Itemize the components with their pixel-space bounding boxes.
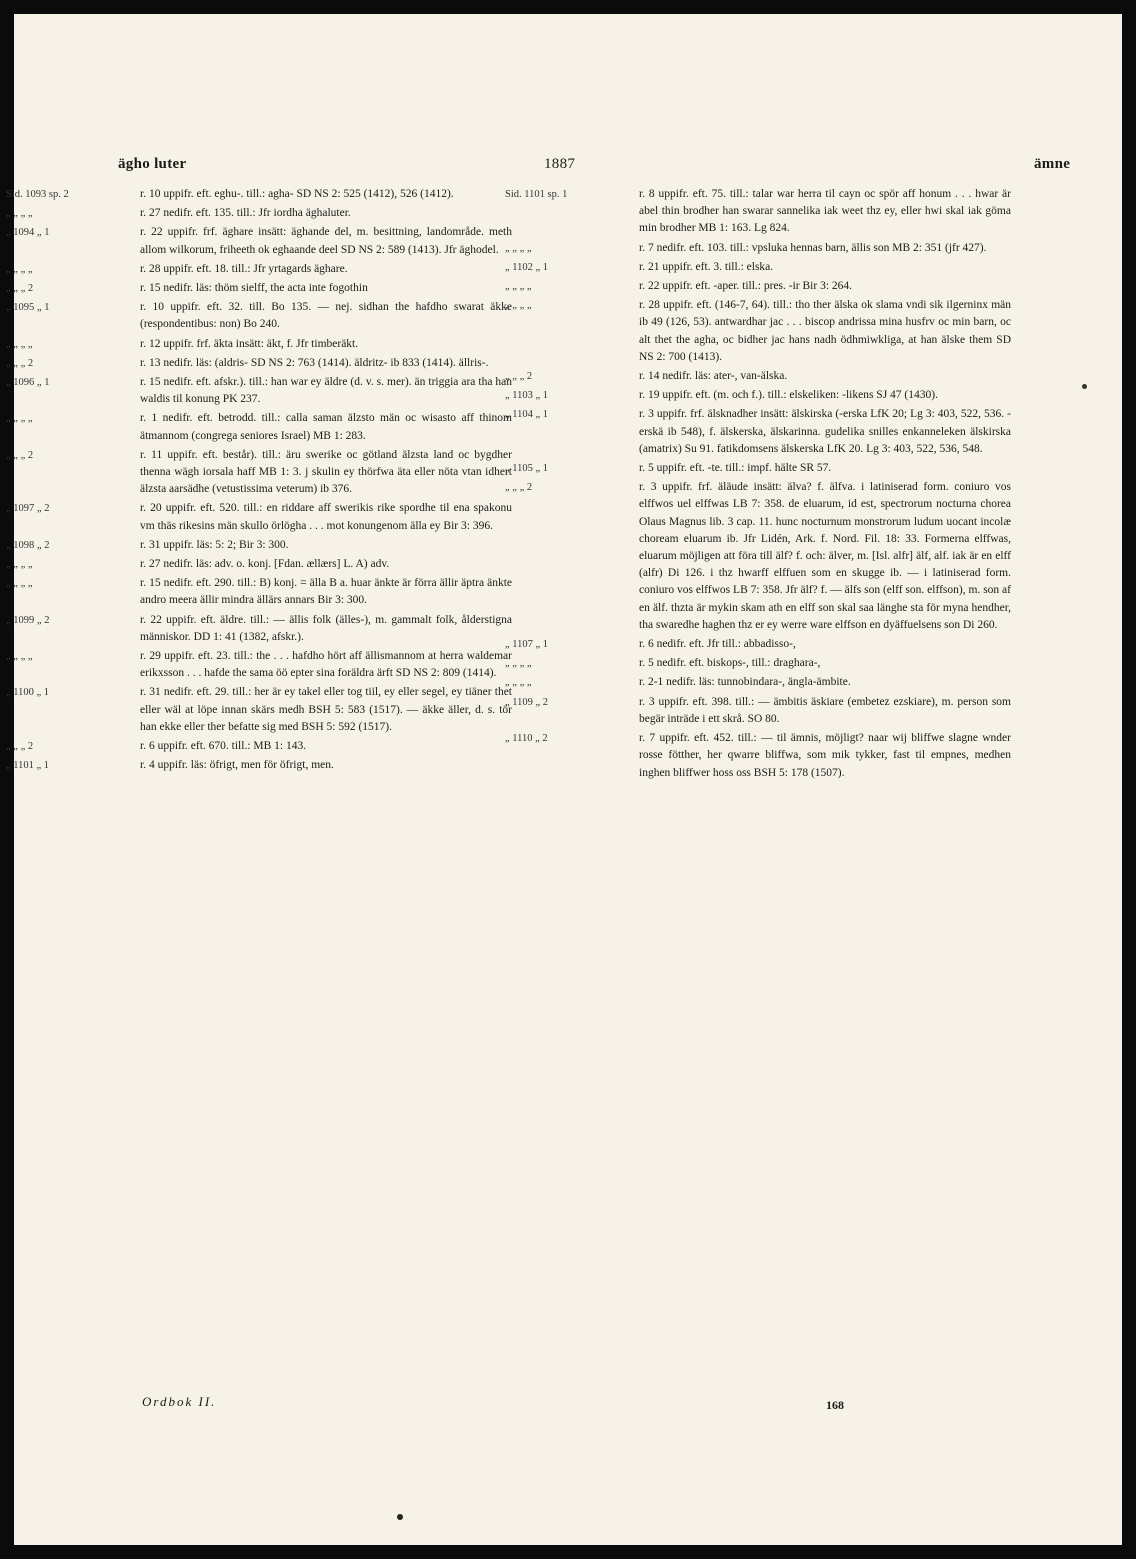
entry-ref: Sid. 1101 sp. 1 (505, 189, 568, 200)
entry-text: r. 1 nedifr. eft. betrodd. till.: calla saman älzsto män oc wisasto aff thinom ätmannom (congrega seniores Israel) MB 1: 283. (140, 412, 512, 442)
entry-text: r. 2-1 nedifr. läs: tunnobindara-, ängla-ämbite. (639, 676, 851, 689)
entry (6, 410, 512, 444)
entry (6, 447, 512, 499)
entry-text: r. 12 uppifr. frf. äkta insätt: äkt, f. Jfr timberäkt. (140, 337, 359, 350)
entry-text: r. 22 uppifr. eft. äldre. till.: — ällis folk (älles-), m. gammalt folk, ålderstigna människor. DD 1: 41 (1382, afskr.). (140, 613, 512, 643)
entry (6, 261, 512, 278)
entry-ref: „ 1102 „ 1 (505, 261, 549, 273)
entry-text: r. 10 uppifr. eft. 32. till. Bo 135. — nej. sidhan the hafdho swarat äkke (respondentibus: non) Bo 240. (140, 301, 512, 331)
entry-text: r. 3 uppifr. frf. äläude insätt: älva? f. älfva. i latiniserad form. coniuro vos elffwos uel elffwas LB 7: 358. de eluarum, id est, spectrorum nocturna chorea Olaus Magnus lib. 3 cap. 11. hunc nocturnum monstrorum ludum uocant incolæ choream eluarum ib. Jfr Lidén, Ark. f. Nord. Fil. 18: 33. Formerna elffwas, eluarum möjligen att föra till älf? f. och: älver, m. [Isl. alfr] älf, alf. iak är en elff (alfr) Di 126. i thz hwarff elffuen som en skugge ib. — i latiniserad form. coniuro vos elffwos LB 7: 358. Jfr älf? f. — älfs son (elff son. elffson), m. son af en älf. thzta är mykin skam ath en elff son skal saa länghe sta för myna hendher, tha swaredhe haghen thz er ey werre ware elffson en dyäffuelsens son Di 260. (639, 481, 1011, 631)
entry-text: r. 7 uppifr. eft. 452. till.: — til ämnis, möjligt? naar wij bliffwe slagne wnder rosse fötther, her qwarre bliffwa, som mik tykker, fast til empnes, medhen inghen bliffwer hoss oss BSH 5: 178 (1507). (639, 732, 1011, 779)
entry-text: r. 29 uppifr. eft. 23. till.: the . . . hafdho hört aff ällismannom at herra waldemar erikxsson . . . hafde the sama öö epter sina foräldra ärft SD NS 2: 809 (1414). (140, 650, 512, 680)
entry-ref: „ „ „ „ (505, 658, 532, 670)
entry (6, 186, 512, 203)
entry (6, 280, 512, 297)
entry-ref: „ „ „ „ (505, 677, 532, 689)
entry (6, 224, 512, 258)
document-page (6, 14, 1122, 1545)
entry (6, 612, 512, 646)
entry-text: r. 28 uppifr. eft. 18. till.: Jfr yrtagards äghare. (140, 262, 348, 275)
entry-ref: „ „ „ 2 (505, 482, 533, 494)
entry-text: r. 5 nedifr. eft. biskops-, till.: draghara-, (639, 657, 821, 670)
entry-ref: „ 1110 „ 2 (505, 733, 548, 745)
entry-ref: „ 1095 „ 1 (6, 302, 50, 314)
entry-ref: „ „ „ „ (505, 281, 532, 293)
entry (6, 336, 512, 353)
sheet-number: 168 (826, 1398, 844, 1412)
entry (505, 730, 1011, 782)
entry (505, 694, 1011, 728)
entry-ref: „ 1097 „ 2 (6, 503, 50, 515)
entry (505, 460, 1011, 477)
entry (6, 355, 512, 372)
entry-ref: „ 1103 „ 1 (505, 390, 549, 402)
entry (6, 537, 512, 554)
entry-ref: „ „ „ „ (6, 263, 33, 275)
right-column (505, 186, 1011, 782)
entry-ref: „ „ „ „ (505, 242, 532, 254)
entry-ref: „ 1098 „ 2 (6, 539, 50, 551)
entry (505, 186, 1011, 238)
entry-text: r. 13 nedifr. läs: (aldris- SD NS 2: 763 (1414). äldritz- ib 833 (1414). ällris-. (140, 356, 489, 369)
entry-text: r. 28 uppifr. eft. (146-7, 64). till.: tho ther älska ok slama vndi sik ilgerninx män ib 49 (126, 53). antwardhar jac . . . biscop andrissa mina husfrv oc min barn, oc alt thet the agha, oc bidher jac hans nadh ödhmiwkliga, at han älske them SD NS 2: 700 (1413). (639, 299, 1011, 363)
entry-ref: „ „ „ „ (6, 338, 33, 350)
entry (6, 738, 512, 755)
entry-ref: „ 1094 „ 1 (6, 227, 50, 239)
entry-ref: „ „ „ „ (6, 651, 33, 663)
entry-ref: „ 1104 „ 1 (505, 409, 549, 421)
entry-ref: „ „ „ 2 (6, 283, 34, 295)
entry-text: r. 3 uppifr. frf. älsknadher insätt: älskirska (-erska LfK 20; Lg 3: 403, 522, 536. -erskä ib 548), f. älskerska, älskarinna. gudelika snilles enkanneleken älskirska (amatrix) Su 91. fatikdomsens älskerska LfK 20. Lg 3: 403, 522, 536, 548. (639, 408, 1011, 455)
entry (6, 299, 512, 333)
entry-text: r. 31 uppifr. läs: 5: 2; Bir 3: 300. (140, 538, 289, 551)
entry-text: r. 22 uppifr. frf. äghare insätt: äghande del, m. besittning, landområde. meth allom wilkorum, friheeth ok eghaande deel SD NS 2: 589 (1413). Jfr äghodel. (140, 226, 512, 256)
entry-ref: „ 1096 „ 1 (6, 377, 50, 389)
entry-ref: „ „ „ 2 (6, 741, 34, 753)
entry (6, 374, 512, 408)
entry-ref: „ 1099 „ 2 (6, 614, 50, 626)
entry-ref: „ „ „ „ (6, 578, 33, 590)
entry-text: r. 10 uppifr. eft. eghu-. till.: agha- SD NS 2: 525 (1412), 526 (1412). (140, 188, 454, 200)
entry (505, 655, 1011, 672)
entry (505, 297, 1011, 366)
running-head-right: ämne (1034, 156, 1071, 172)
entry-ref: „ „ „ „ (6, 559, 33, 571)
entry (505, 636, 1011, 653)
entry-ref: „ „ „ 2 (6, 357, 34, 369)
entry-text: r. 15 nedifr. läs: thöm sielff, the acta inte fogothin (140, 282, 368, 295)
entry-text: r. 6 uppifr. eft. 670. till.: MB 1: 143. (140, 740, 307, 753)
entry-text: r. 8 uppifr. eft. 75. till.: talar war herra til cayn oc spör aff honum . . . hwar är abel thin brodher han swarar sannelika iak weet thz ey, eller hwi skal iak göma min brodher MB 1: 163. Lg 824. (639, 188, 1011, 235)
entry-ref: Sid. 1093 sp. 2 (6, 189, 69, 200)
running-head-left: ägho luter (118, 156, 187, 172)
page-number-header: 1887 (544, 156, 576, 172)
entry (505, 674, 1011, 691)
entry (6, 684, 512, 736)
entry (6, 757, 512, 774)
entry (505, 240, 1011, 257)
entry-ref: „ 1100 „ 1 (6, 687, 50, 699)
entry (6, 556, 512, 573)
entry-ref: „ „ „ „ (6, 413, 33, 425)
entry-ref: „ 1105 „ 1 (505, 463, 549, 475)
entry (505, 406, 1011, 458)
entry (505, 278, 1011, 295)
ink-speck (1082, 384, 1087, 389)
entry (505, 387, 1011, 404)
entry-ref: „ „ „ „ (505, 300, 532, 312)
entry-ref: „ 1107 „ 1 (505, 639, 549, 651)
entry-ref: „ „ „ „ (6, 208, 33, 220)
entry-text: r. 14 nedifr. läs: ater-, van-älska. (639, 370, 788, 383)
entry-text: r. 31 nedifr. eft. 29. till.: her är ey takel eller tog tiil, ey eller segel, ey tiäner thet eller wäl at löpe innan skärs medh BSH 5: 583 (1517). — äkke äller, d. s. tör han ekke eller ther befatte sig med BSH 5: 592 (1517). (140, 686, 512, 733)
entry-text: r. 15 nedifr. eft. 290. till.: B) konj. = älla B a. huar änkte är förra ällir äptra änkte andro meera ällir mindra ällärs annars Bir 3: 300. (140, 577, 512, 607)
entry (505, 368, 1011, 385)
entry (6, 205, 512, 222)
left-column (6, 186, 512, 775)
entry-text: r. 4 uppifr. läs: öfrigt, men för öfrigt, men. (140, 759, 334, 772)
entry-text: r. 20 uppifr. eft. 520. till.: en riddare aff swerikis rike spordhe til ena spakonu vm thäs rikesins män skullo örlögha . . . mot konungenom älla ey Bir 3: 396. (140, 502, 512, 532)
entry-ref: „ 1101 „ 1 (6, 760, 50, 772)
entry-ref: „ 1109 „ 2 (505, 696, 549, 708)
entry (505, 259, 1011, 276)
entry-text: r. 7 nedifr. eft. 103. till.: vpsluka hennas barn, ällis son MB 2: 351 (jfr 427). (639, 241, 987, 254)
entry (6, 575, 512, 609)
entry-text: r. 3 uppifr. eft. 398. till.: — ämbitis äskiare (embetez ezskiare), m. person som begär inträde i ett skrå. SO 80. (639, 695, 1011, 725)
entry-text: r. 15 nedifr. eft. afskr.). till.: han war ey äldre (d. v. s. mer). än triggia ara tha han waldis til konung PK 237. (140, 376, 512, 406)
entry-text: r. 27 nedifr. eft. 135. till.: Jfr iordha äghaluter. (140, 207, 351, 220)
signature-mark: Ordbok II. (142, 1394, 217, 1409)
entry (6, 648, 512, 682)
entry-text: r. 6 nedifr. eft. Jfr till.: abbadisso-, (639, 638, 796, 651)
entry-text: r. 27 nedifr. läs: adv. o. konj. [Fdan. ællærs] L. A) adv. (140, 558, 390, 571)
entry-text: r. 21 uppifr. eft. 3. till.: elska. (639, 260, 774, 273)
entry-ref: „ „ „ 2 (6, 449, 34, 461)
entry (6, 500, 512, 534)
entry-ref: „ „ „ 2 (505, 371, 533, 383)
entry-text: r. 5 uppifr. eft. -te. till.: impf. hälte SR 57. (639, 462, 832, 475)
entry-text: r. 19 uppifr. eft. (m. och f.). till.: elskeliken: -likens SJ 47 (1430). (639, 389, 938, 402)
entry-text: r. 22 uppifr. eft. -aper. till.: pres. -ir Bir 3: 264. (639, 280, 853, 293)
ink-speck (397, 1514, 403, 1520)
entry (505, 479, 1011, 634)
entry-text: r. 11 uppifr. eft. består). till.: äru swerike oc götland älzsta land oc bygdher thenna wägh iorsala haff MB 1: 3. j skulin ey thörfwa äta eller nöta vtan idhert älzsta aarsädhe (vetustissima veterum) ib 376. (140, 448, 512, 496)
